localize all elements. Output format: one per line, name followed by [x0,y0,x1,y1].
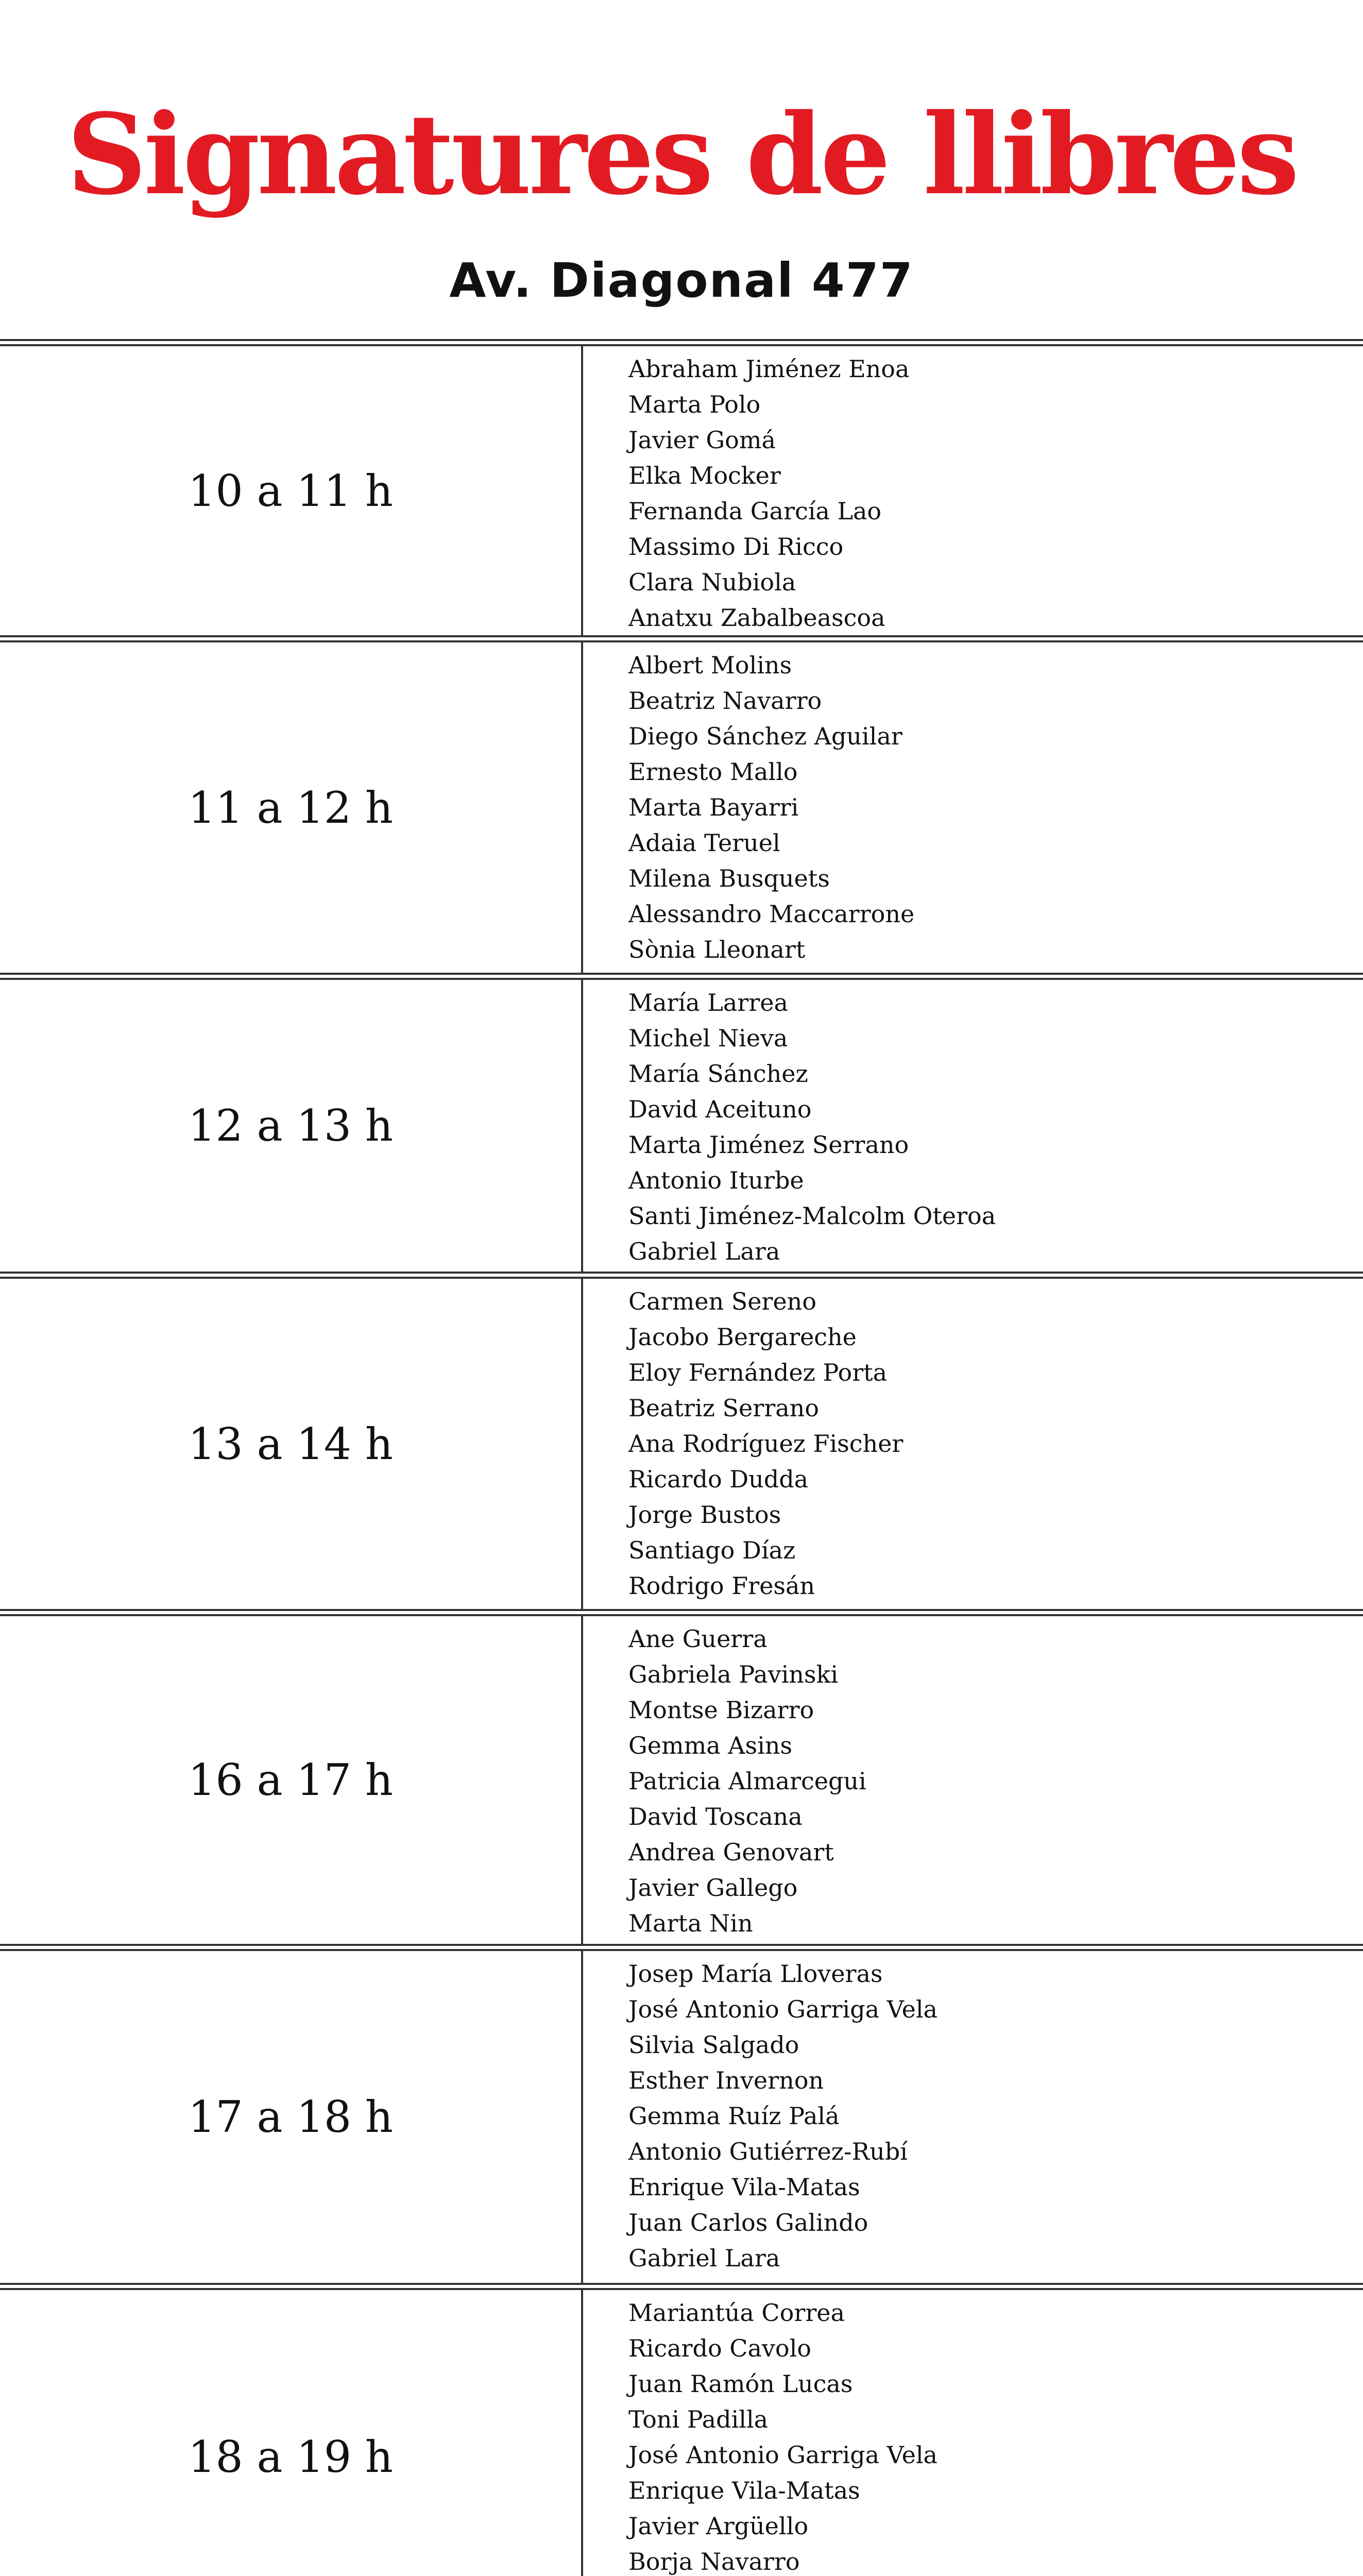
author-name: Javier Gallego [628,1874,798,1902]
author-name: Montse Bizarro [628,1696,814,1724]
page-title: Signatures de llibres [66,89,1297,219]
author-name: María Larrea [628,989,788,1016]
author-name: Patricia Almarcegui [628,1767,866,1795]
author-name: Marta Jiménez Serrano [628,1131,909,1159]
author-name: Gabriela Pavinski [628,1660,839,1688]
time-slot-label: 12 a 13 h [188,1100,394,1151]
author-name: Mariantúa Correa [628,2299,845,2327]
row-divider [0,1609,1363,1616]
author-name: Javier Argüello [628,2512,809,2540]
author-name: Rodrigo Fresán [628,1572,815,1600]
author-name: Milena Busquets [628,865,830,892]
row-divider [0,635,1363,642]
author-name: Eloy Fernández Porta [628,1359,888,1386]
row-divider [0,2283,1363,2290]
author-list [628,1621,1350,1941]
column-divider [581,1616,583,1944]
author-name: Fernanda García Lao [628,497,882,525]
row-divider [0,1272,1363,1279]
column-divider [581,346,583,635]
author-name: Marta Bayarri [628,793,799,821]
row-divider [0,339,1363,346]
author-name: Adaia Teruel [628,829,780,857]
author-name: Santiago Díaz [628,1536,796,1564]
author-name: Diego Sánchez Aguilar [628,722,902,750]
author-name: Gemma Asins [628,1732,793,1759]
author-name: Juan Ramón Lucas [628,2370,853,2398]
column-divider [581,1951,583,2283]
author-name: Ane Guerra [628,1625,768,1653]
author-name: Ricardo Dudda [628,1465,809,1493]
author-name: Gemma Ruíz Palá [628,2102,840,2130]
author-list [628,985,1350,1269]
author-name: Esther Invernon [628,2066,824,2094]
row-divider [0,1944,1363,1951]
author-name: Beatriz Navarro [628,687,822,715]
author-name: Santi Jiménez-Malcolm Oteroa [628,1202,996,1230]
author-name: Toni Padilla [628,2405,769,2433]
time-slot-label: 17 a 18 h [188,2092,394,2142]
author-name: Beatriz Serrano [628,1394,819,1422]
author-name: Ricardo Cavolo [628,2334,811,2362]
column-divider [581,642,583,973]
time-slot-label: 13 a 14 h [188,1418,394,1469]
author-name: Sònia Lleonart [628,936,806,963]
time-slot-label: 16 a 17 h [188,1755,394,1805]
author-name: Antonio Gutiérrez-Rubí [628,2138,908,2165]
author-list [628,2295,1350,2576]
author-name: Javier Gomá [628,426,776,454]
author-name: Juan Carlos Galindo [628,2209,868,2236]
author-list [628,1284,1350,1604]
author-name: Enrique Vila-Matas [628,2477,860,2504]
author-name: Josep María Lloveras [628,1960,883,1988]
author-name: Massimo Di Ricco [628,533,844,561]
author-name: Silvia Salgado [628,2031,799,2059]
author-name: Anatxu Zabalbeascoa [628,604,885,632]
author-name: José Antonio Garriga Vela [628,1995,938,2023]
author-name: Marta Nin [628,1909,753,1937]
author-name: Antonio Iturbe [628,1166,804,1194]
column-divider [581,980,583,1272]
author-name: Albert Molins [628,651,792,679]
author-list [628,351,1350,636]
venue-address: Av. Diagonal 477 [449,253,914,308]
author-list [628,1956,1350,2276]
time-slot-label: 18 a 19 h [188,2432,394,2482]
author-name: Clara Nubiola [628,568,796,596]
author-name: Jorge Bustos [628,1501,781,1529]
author-name: José Antonio Garriga Vela [628,2441,938,2469]
author-name: Carmen Sereno [628,1287,816,1315]
time-slot-label: 11 a 12 h [188,782,394,833]
author-name: Alessandro Maccarrone [628,900,915,928]
author-name: Michel Nieva [628,1024,788,1052]
row-divider [0,973,1363,980]
author-name: Gabriel Lara [628,1238,780,1265]
author-name: David Aceituno [628,1095,812,1123]
author-list [628,648,1350,968]
author-name: Borja Navarro [628,2548,800,2575]
author-name: Ernesto Mallo [628,758,798,786]
time-slot-label: 10 a 11 h [188,465,394,516]
author-name: Andrea Genovart [628,1838,834,1866]
author-name: María Sánchez [628,1060,808,1088]
author-name: David Toscana [628,1803,803,1831]
author-name: Marta Polo [628,391,761,418]
author-name: Ana Rodríguez Fischer [628,1430,904,1458]
author-name: Elka Mocker [628,462,781,489]
author-name: Abraham Jiménez Enoa [628,355,910,383]
author-name: Enrique Vila-Matas [628,2173,860,2201]
column-divider [581,2290,583,2576]
column-divider [581,1279,583,1609]
author-name: Gabriel Lara [628,2244,780,2272]
author-name: Jacobo Bergareche [628,1323,857,1351]
